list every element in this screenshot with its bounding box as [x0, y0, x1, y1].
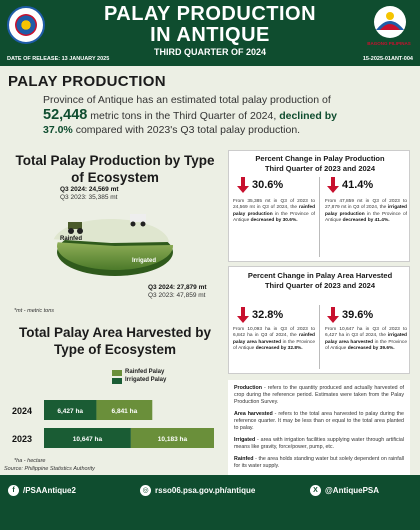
legend-label-irrigated: Irrigated Palay: [125, 377, 167, 383]
rainfed-area-pct: 32.8%: [252, 309, 284, 321]
irrigated-area-pct: 39.6%: [342, 309, 374, 321]
production-change-box: [228, 150, 410, 262]
irrigated-q2023-label: Q3 2023: 47,859 mt: [148, 292, 206, 299]
hectare-note: *ha - hectare: [14, 458, 46, 464]
intro-paragraph: Province of Antique has an estimated total palay production of 52,448 metric tons in the Third Quarter of 2024, declined by 37.0% compared with 2023's Q3 total palay production.: [43, 94, 337, 136]
rainfed-area-desc: From 10,093 ha in Q3 of 2023 to 6,842 ha in Q3 of 2024, the rainfed palay area harvested in the Province of Antique decreased by 32.8%.: [233, 327, 315, 351]
title-line3: THIRD QUARTER OF 2024: [153, 47, 267, 57]
title-line2: IN ANTIQUE: [150, 24, 270, 46]
section-title: PALAY PRODUCTION: [8, 73, 166, 90]
footer-website[interactable]: ◎ rsso06.psa.gov.ph/antique: [140, 485, 255, 496]
bagong-pilipinas-text: BAGONG PILIPINAS: [367, 41, 411, 46]
area-change-box: [228, 266, 410, 374]
rainfed-q2024-label: Q3 2024: 24,569 mt: [60, 186, 119, 193]
footer-bar: [0, 475, 420, 530]
pie-label-rainfed: Rainfed: [60, 236, 83, 242]
footer-twitter[interactable]: X @AntiquePSA: [310, 485, 379, 496]
irrigated-q2024-label: Q3 2024: 27,879 mt: [148, 284, 207, 291]
definition-area-harvested: Area harvested - refers to the total area harvested to palay during the reference quarter. It may be less than or equal to the total area planted to palay.: [234, 411, 404, 431]
pie-label-irrigated: Irrigated: [132, 258, 157, 264]
bar-value-label: 6,427 ha: [57, 408, 84, 415]
definition-production: Production - refers to the quantity produced and actually harvested of crop during the reference period. Estimates were taken from the Palay Production Survey.: [234, 385, 404, 405]
reference-number: 15-2025-01ANT-004: [362, 56, 413, 62]
globe-icon: ◎: [140, 485, 151, 496]
irrigated-area-desc: From 10,647 ha in Q3 of 2023 to 6,427 ha in Q3 of 2024, the irrigated palay area harvested in the Province of Antique decreased by 39.6%.: [325, 327, 407, 351]
bar-value-label: 6,841 ha: [111, 408, 138, 415]
x-twitter-icon: X: [310, 485, 321, 496]
source-note: Source: Philippine Statistics Authority: [4, 466, 95, 472]
definition-irrigated: Irrigated - area with irrigation facilities supplying water through artificial means like gravity, force/power, pump, etc.: [234, 437, 404, 450]
area-change-title: Percent Change in Palay Area Harvested Third Quarter of 2023 and 2024: [247, 271, 393, 290]
down-arrow-icon: [327, 177, 339, 193]
irrigated-production-pct: 41.4%: [342, 179, 374, 191]
bar-category-label-2024: 2024: [12, 406, 33, 416]
area-ecosystem-title: Total Palay Area Harvested by Type of Ecosystem: [18, 325, 212, 357]
definitions-box: [228, 380, 410, 480]
bagong-pilipinas-logo: [370, 4, 410, 40]
total-production-value: 52,448: [43, 106, 88, 123]
rainfed-production-pct: 30.6%: [252, 179, 284, 191]
rainfed-q2023-label: Q3 2023: 35,385 mt: [60, 194, 118, 201]
down-arrow-icon: [237, 307, 249, 323]
production-pie-chart: [40, 198, 190, 288]
definition-rainfed: Rainfed - the area holds standing water but solely dependent on rainfall for its water supply.: [234, 456, 404, 469]
release-date: DATE OF RELEASE: 13 JANUARY 2025: [7, 56, 110, 62]
rainfed-production-desc: From 35,385 mt in Q3 of 2023 to 24,569 mt in Q3 of 2024, the rainfed palay production in the Province of Antique decreased by 30.6%.: [233, 199, 315, 223]
facebook-icon: f: [8, 485, 19, 496]
irrigated-production-desc: From 47,859 mt in Q3 of 2023 to 27,879 mt in Q3 of 2024, the irrigated palay production in the Province of Antique decreased by 41.4%.: [325, 199, 407, 223]
header-banner: [0, 0, 420, 66]
bar-category-label-2023: 2023: [12, 434, 33, 444]
area-bar-chart: [8, 392, 222, 464]
down-arrow-icon: [327, 307, 339, 323]
footer-facebook[interactable]: f /PSAAntique2: [8, 485, 76, 496]
decline-percent: 37.0%: [43, 124, 73, 136]
bar-value-label: 10,183 ha: [157, 436, 188, 443]
legend-swatch-rainfed: [112, 370, 122, 376]
down-arrow-icon: [237, 177, 249, 193]
metric-tons-note: *mt - metric tons: [14, 308, 55, 314]
bar-value-label: 10,647 ha: [72, 436, 103, 443]
production-change-title: Percent Change in Palay Production Third Quarter of 2023 and 2024: [255, 154, 385, 173]
legend-label-rainfed: Rainfed Palay: [125, 369, 165, 375]
legend-swatch-irrigated: [112, 378, 122, 384]
title-line1: PALAY PRODUCTION: [103, 3, 317, 25]
production-ecosystem-title: Total Palay Production by Type of Ecosystem: [15, 153, 215, 185]
